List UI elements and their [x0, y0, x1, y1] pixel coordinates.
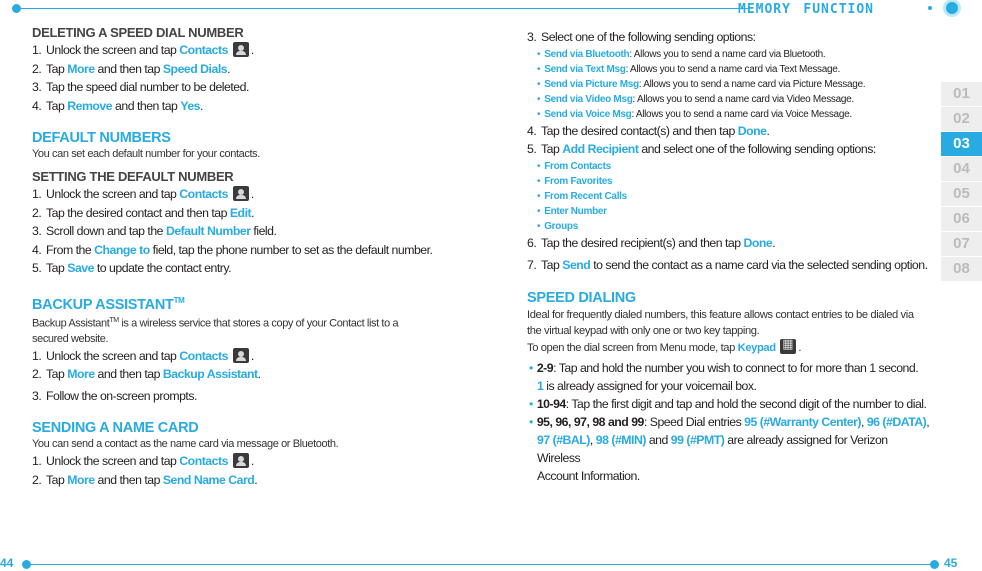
- setting-default-title: SETTING THE DEFAULT NUMBER: [32, 169, 234, 184]
- contacts-icon: [233, 42, 249, 57]
- backup-title: BACKUP ASSISTANT™: [32, 295, 185, 313]
- backup-step-2: 2. Tap More and then tap Backup Assistant.: [32, 367, 261, 382]
- section-title: memory function: [738, 0, 875, 18]
- page-number-right: 45: [944, 556, 958, 570]
- chapter-tab-04[interactable]: 04: [941, 157, 982, 181]
- backup-step-1: 1. Unlock the screen and tap Contacts .: [32, 348, 254, 363]
- contacts-icon: [233, 453, 249, 468]
- keypad-icon: [780, 339, 796, 354]
- default-step-5: 5. Tap Save to update the contact entry.: [32, 261, 232, 275]
- contacts-icon: [233, 186, 249, 201]
- deleting-step-1: 1. Unlock the screen and tap Contacts .: [32, 43, 254, 57]
- chapter-tab-08[interactable]: 08: [941, 257, 982, 281]
- send-option-text-msg: • Send via Text Msg: Allows you to send a name card via Text Message.: [537, 63, 840, 75]
- chapter-tabs: [941, 82, 982, 282]
- send-step-6: 6. Tap the desired recipient(s) and then tap Done.: [527, 235, 776, 250]
- header-dot-right: [946, 2, 958, 14]
- chapter-tab-03[interactable]: 03: [941, 132, 982, 156]
- recipient-from-recent-calls: • From Recent Calls: [537, 190, 627, 202]
- speed-dial-bullet-95-99: • 95, 96, 97, 98 and 99: Speed Dial entries 95 (#Warranty Center), 96 (#DATA), 97 (#BAL), 98 (#MIN) and 99 (#PMT) are already assigned for Verizon Wireless Account Information.: [529, 414, 930, 483]
- send-step-5: 5. Tap Add Recipient and select one of the following sending options:: [527, 142, 876, 156]
- name-card-step-1: 1. Unlock the screen and tap Contacts .: [32, 454, 254, 469]
- contacts-icon: [233, 348, 249, 363]
- header-dot-small: [928, 6, 932, 10]
- header-rule: [18, 8, 750, 9]
- recipient-from-favorites: • From Favorites: [537, 175, 613, 187]
- send-step-4: 4. Tap the desired contact(s) and then tap Done.: [527, 123, 770, 138]
- default-step-3: 3. Scroll down and tap the Default Number field.: [32, 224, 277, 238]
- chapter-tab-06[interactable]: 06: [941, 207, 982, 231]
- name-card-intro: You can send a contact as the name card via message or Bluetooth.: [32, 438, 339, 451]
- speed-dial-bullet-10-94: • 10-94: Tap the first digit and tap and hold the second digit of the number to dial.: [529, 396, 927, 411]
- recipient-groups: • Groups: [537, 220, 578, 232]
- right-column: [527, 28, 932, 485]
- send-option-picture-msg: • Send via Picture Msg: Allows you to send a name card via Picture Message.: [537, 78, 866, 90]
- send-option-video-msg: • Send via Video Msg: Allows you to send a name card via Video Message.: [537, 93, 854, 105]
- page-number-left: 44: [0, 556, 14, 570]
- footer-rule: [26, 564, 936, 565]
- send-step-7: 7. Tap Send to send the contact as a name card via the selected sending option.: [527, 258, 928, 272]
- backup-step-3: 3. Follow the on-screen prompts.: [32, 388, 197, 403]
- speed-dial-bullet-2-9: • 2-9: Tap and hold the number you wish to connect to for more than 1 second. 1 is already assigned for your voicemail box.: [529, 360, 919, 393]
- deleting-step-2: 2. Tap More and then tap Speed Dials.: [32, 61, 230, 76]
- recipient-from-contacts: • From Contacts: [537, 160, 611, 172]
- deleting-title: DELETING A SPEED DIAL NUMBER: [32, 25, 244, 40]
- default-step-4: 4. From the Change to field, tap the phone number to set as the default number.: [32, 242, 433, 257]
- chapter-tab-01[interactable]: 01: [941, 82, 982, 106]
- default-step-1: 1. Unlock the screen and tap Contacts .: [32, 187, 254, 201]
- chapter-tab-05[interactable]: 05: [941, 182, 982, 206]
- left-column: [32, 24, 452, 489]
- speed-dialing-title: SPEED DIALING: [527, 289, 636, 306]
- recipient-enter-number: • Enter Number: [537, 205, 607, 217]
- name-card-title: SENDING A NAME CARD: [32, 420, 199, 437]
- speed-dialing-intro: Ideal for frequently dialed numbers, this feature allows contact entries to be dialed via the virtual keypad with only one or two key tapping. To open the dial screen from Menu mode, tap Keypad ▦ .: [527, 307, 932, 356]
- default-step-2: 2. Tap the desired contact and then tap Edit.: [32, 205, 255, 220]
- default-numbers-title: DEFAULT NUMBERS: [32, 130, 171, 146]
- deleting-step-4: 4. Tap Remove and then tap Yes.: [32, 98, 203, 113]
- footer-dot-left: [22, 560, 31, 569]
- send-option-bluetooth: • Send via Bluetooth: Allows you to send a name card via Bluetooth.: [537, 48, 826, 60]
- name-card-step-2: 2. Tap More and then tap Send Name Card.: [32, 472, 258, 487]
- chapter-tab-07[interactable]: 07: [941, 232, 982, 256]
- send-option-voice-msg: • Send via Voice Msg: Allows you to send a name card via Voice Message.: [537, 108, 852, 120]
- chapter-tab-02[interactable]: 02: [941, 107, 982, 131]
- deleting-step-3: 3. Tap the speed dial number to be deleted.: [32, 80, 249, 94]
- footer-dot-right: [930, 560, 939, 569]
- send-step-3: 3. Select one of the following sending options:: [527, 30, 756, 44]
- default-numbers-intro: You can set each default number for your contacts.: [32, 148, 260, 160]
- backup-intro: Backup Assistant™ is a wireless service that stores a copy of your Contact list to a secured website.: [32, 317, 399, 345]
